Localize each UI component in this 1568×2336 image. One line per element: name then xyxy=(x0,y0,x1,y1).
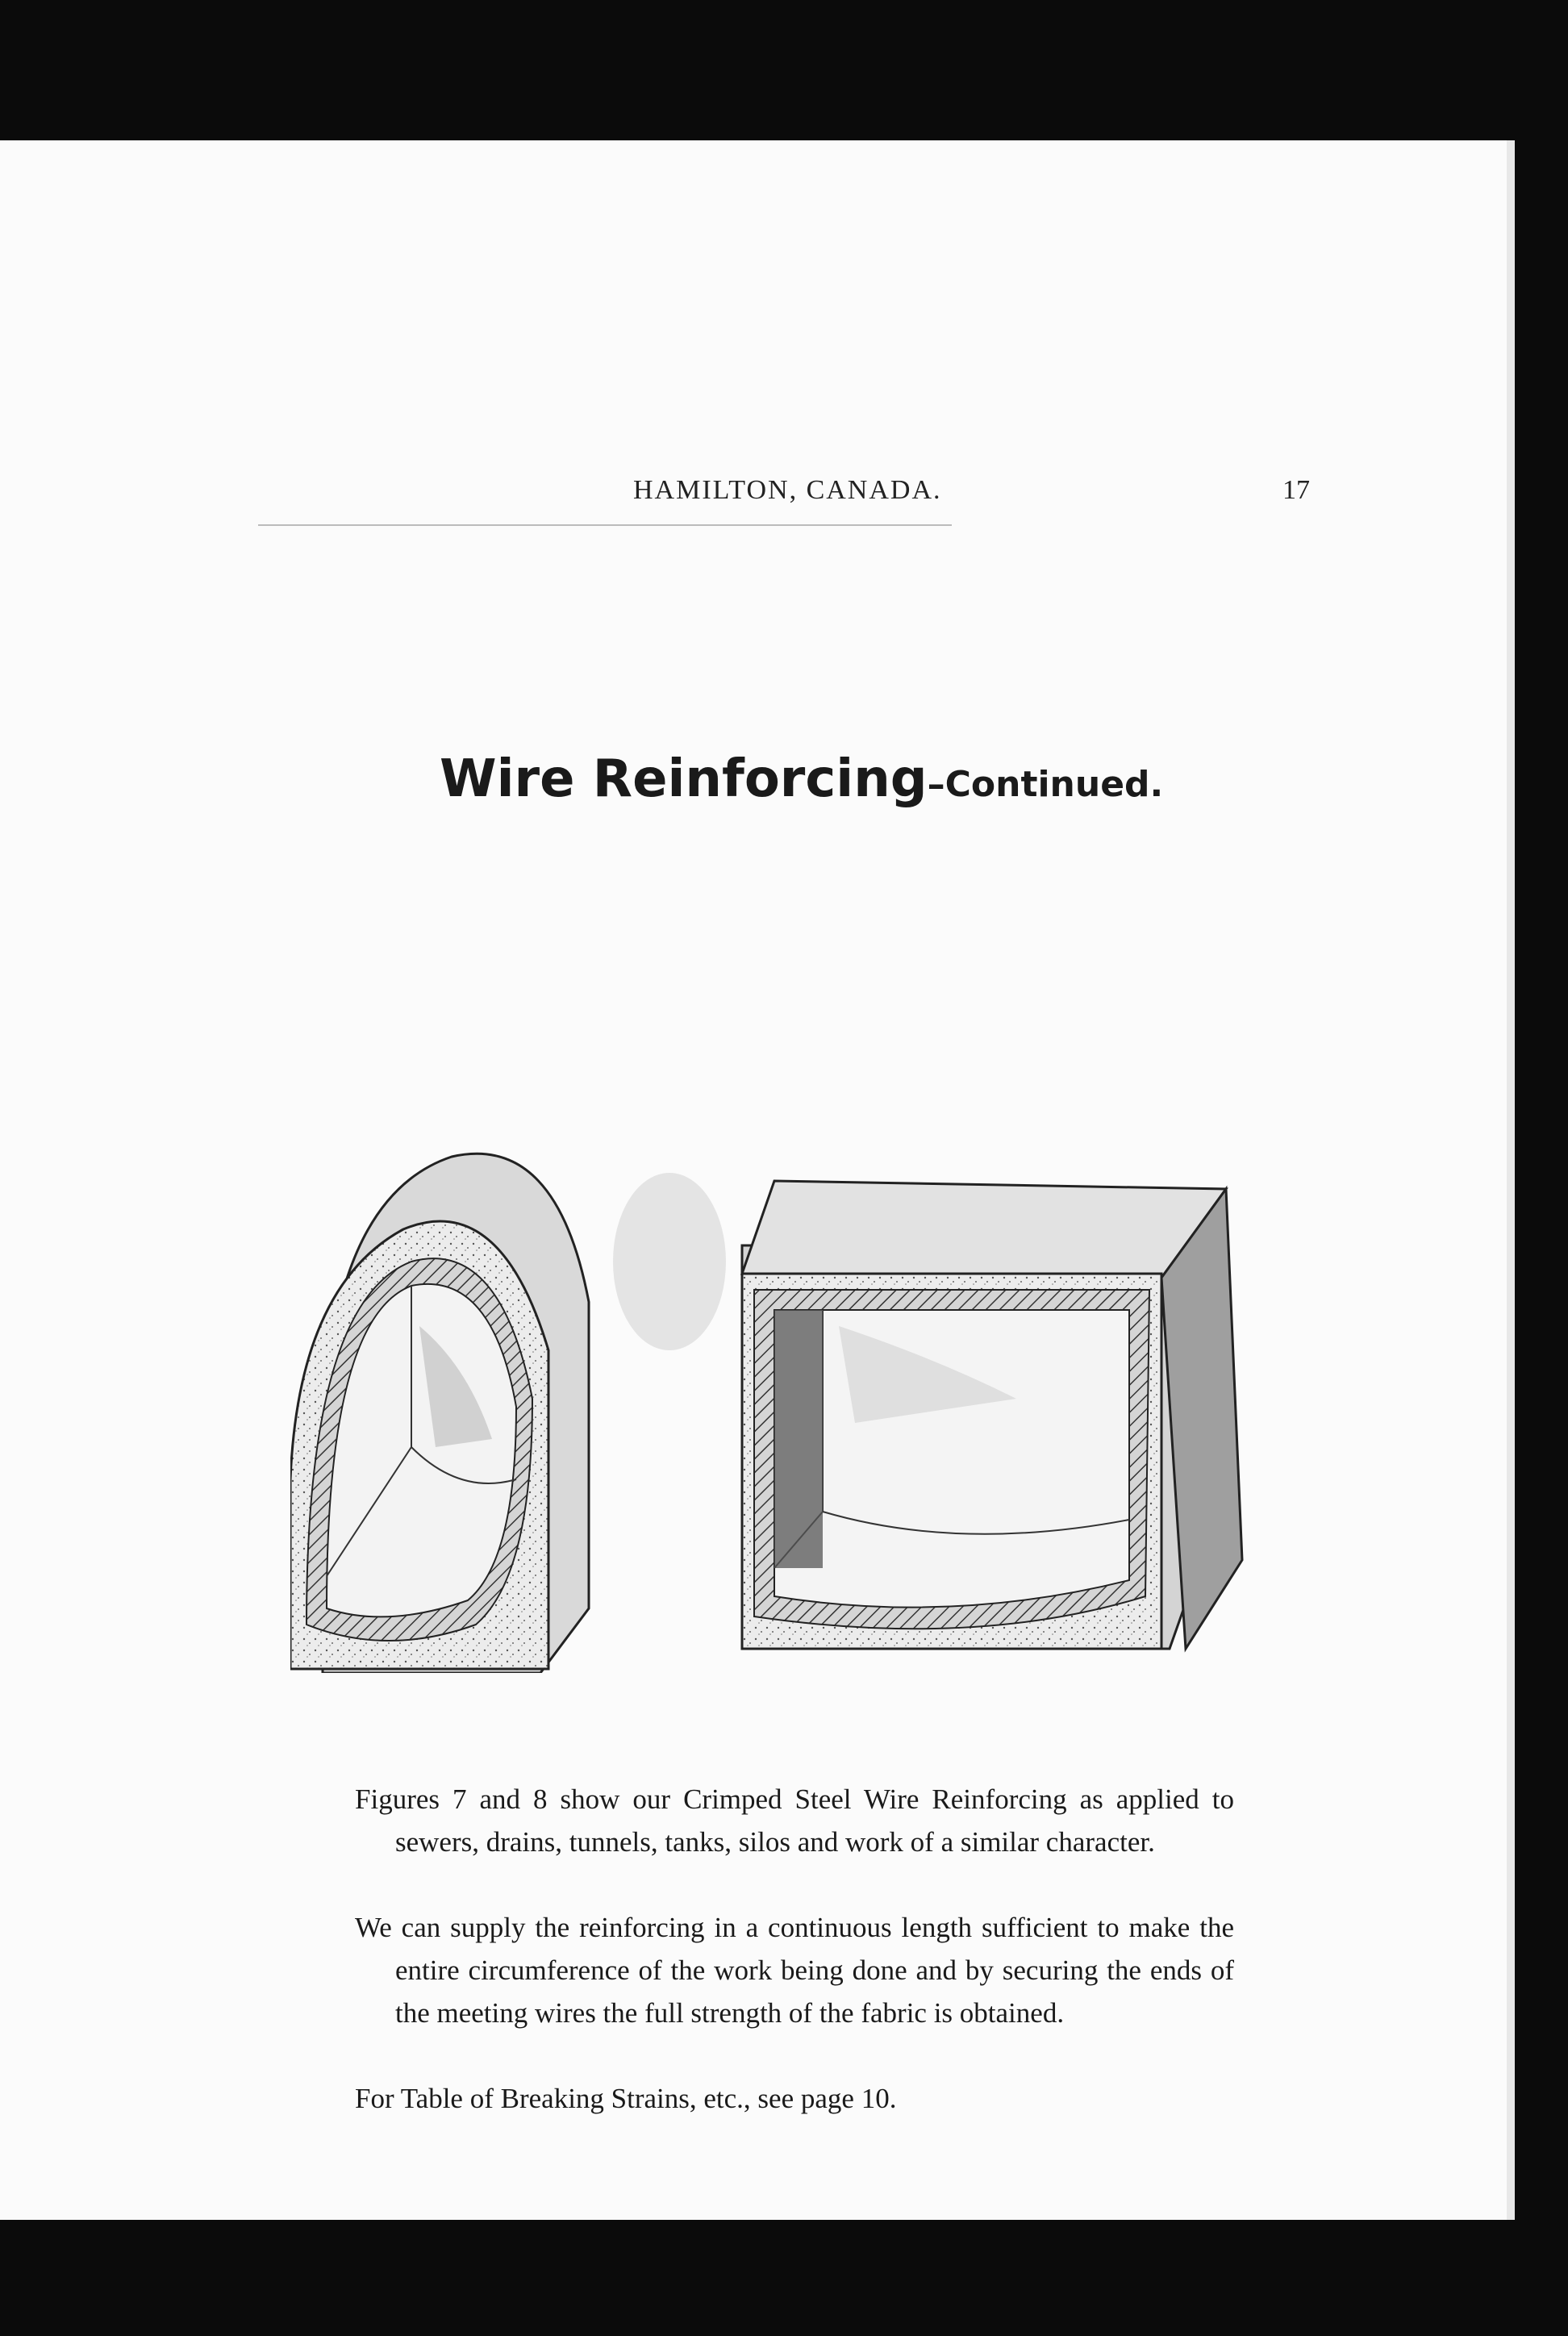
sewer-and-tunnel-illustration xyxy=(290,1060,1291,1673)
paragraph-table-reference: For Table of Breaking Strains, etc., see page 10. xyxy=(355,2083,897,2114)
running-header: HAMILTON, CANADA. xyxy=(633,475,942,505)
title-main: Wire Reinforcing xyxy=(440,749,928,809)
header-rule xyxy=(258,524,952,526)
title-dash: – xyxy=(927,764,945,805)
paragraph-figures: Figures 7 and 8 show our Crimped Steel Wire Reinforcing as applied to sewers, drains, tunnels, tanks, silos and work of a similar character. xyxy=(355,1783,1234,1858)
ink-smudge xyxy=(613,1173,726,1350)
document-page xyxy=(0,140,1515,2220)
page-number: 17 xyxy=(1282,475,1310,505)
page-title xyxy=(440,749,1163,809)
paragraph-supply: We can supply the reinforcing in a continuous length sufficient to make the entire circumference of the work being done and by securing the ends of the meeting wires the full strength of the fabric is obtained. xyxy=(355,1912,1234,2029)
title-continued: Continued. xyxy=(945,764,1164,805)
box-culvert-figure xyxy=(742,1181,1242,1649)
body-text xyxy=(355,1778,1234,2163)
egg-sewer-figure xyxy=(290,1153,589,1673)
